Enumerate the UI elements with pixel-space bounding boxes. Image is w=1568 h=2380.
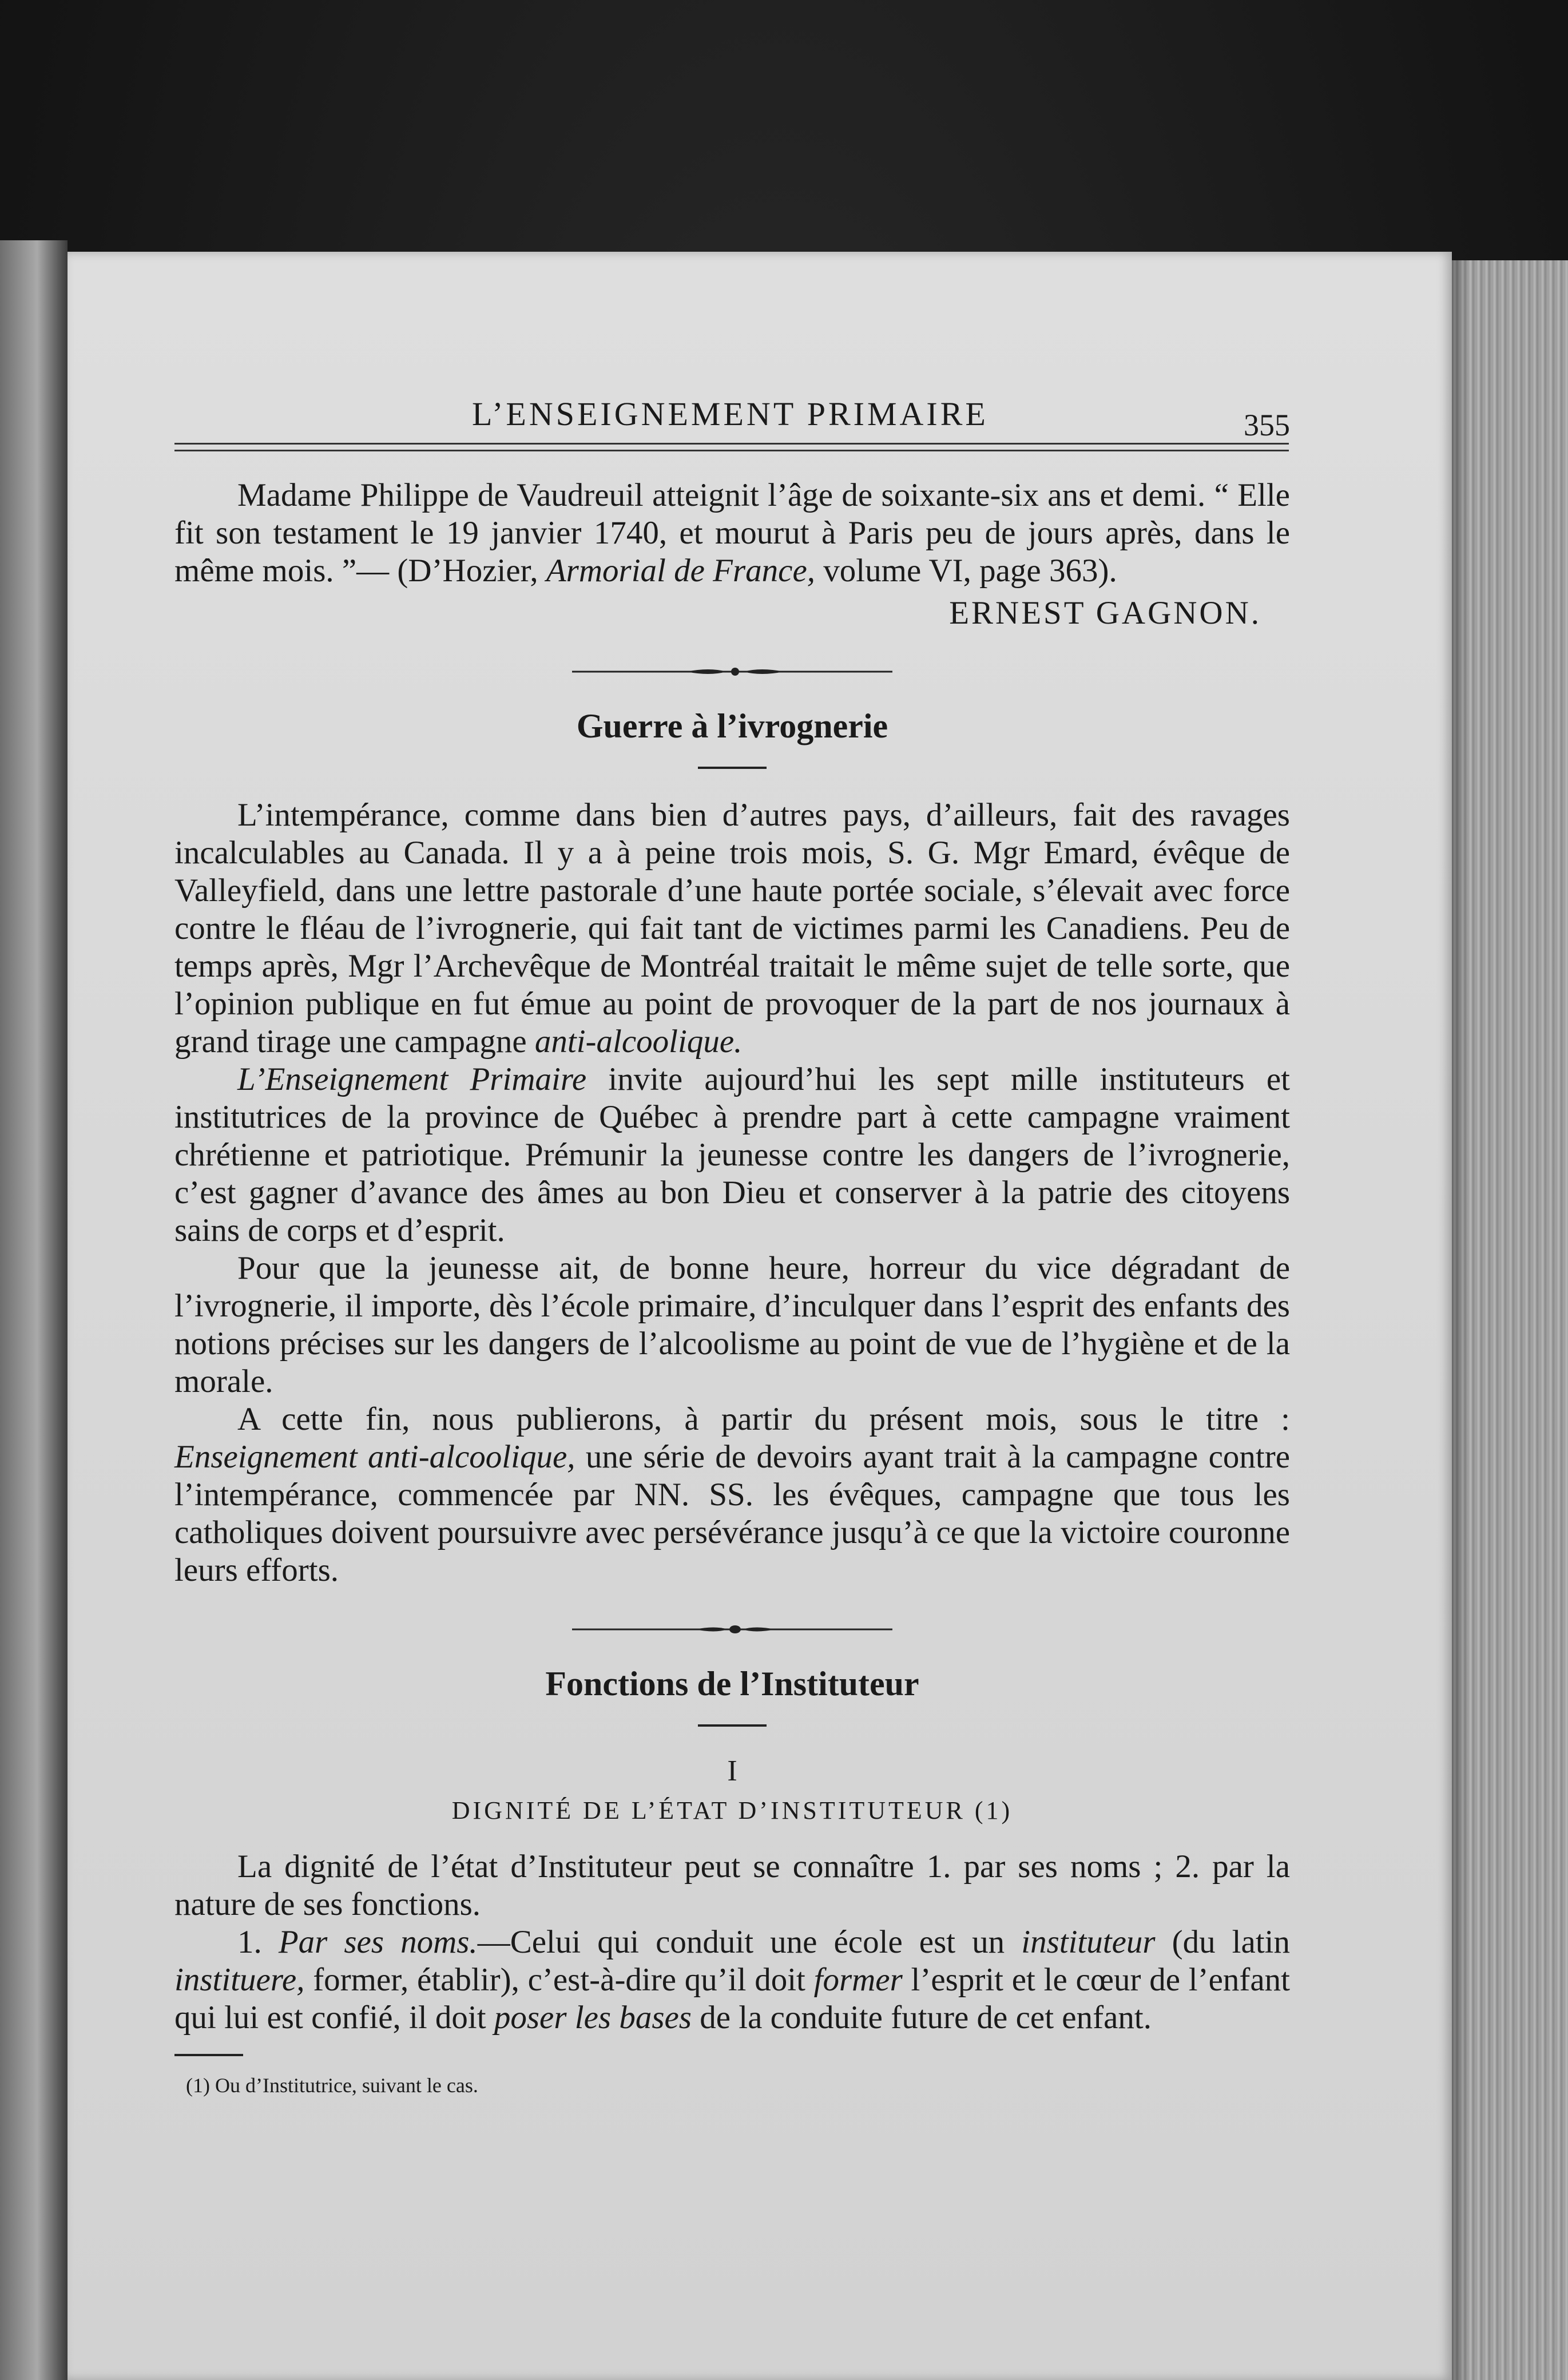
p2-text-3: former, établir), c’est-à-dire qu’il doit [304, 1962, 814, 1998]
p4-text-end: une série de devoirs ayant trait à la campagne contre l’intempérance, commencée par NN. SS. les évêques, campagne que tous les catholiques doivent poursuivre avec persévérance jusqu’à ce que la victoire couronne leurs efforts. [174, 1439, 1291, 1588]
title-rule-2 [698, 1724, 767, 1727]
intro-text: Madame Philippe de Vaudreuil atteignit l’âge de soixante-six ans et demi. “ Elle fit son testament le 19 janvier 1740, et mourut à Paris peu de jours après, dans le même mois. ”— (D’Hozier, [174, 477, 1290, 589]
p2-italic-2: instituteur [1021, 1924, 1156, 1960]
p2-text-4: l’esprit et le cœur de l’enfant qui lui est confié, il doit [174, 1962, 1290, 2036]
section-numeral: I [727, 1755, 737, 1787]
p2-text-5: de la conduite future de cet enfant. [692, 2000, 1152, 2036]
subheading: DIGNITÉ DE L’ÉTAT D’INSTITUTEUR (1) [451, 1796, 1013, 1824]
ivrognerie-paragraph-3: Pour que la jeunesse ait, de bonne heure, horreur du vice dégradant de l’ivrognerie, il importe, dès l’école primaire, d’inculquer dans l’esprit des enfants des notions précises sur les dangers de l’alcoolisme au point de vue de l’hygiène et de la morale. [174, 1250, 1290, 1399]
header-rule [174, 443, 1289, 451]
p1-text: L’intempérance, comme dans bien d’autres pays, d’ailleurs, fait des ravages incalculables au Canada. Il y a à peine trois mois, S. G. Mgr Emard, évêque de Valleyfield, dans une lettre pastorale d’une haute portée sociale, s’élevait avec force contre le fléau de l’ivrognerie, qui fait tant de victimes parmi les Canadiens. Peu de temps après, Mgr l’Archevêque de Montréal traitait le même sujet de telle sorte, que l’opinion publique en fut émue au point de provoquer de la part de nos journaux à grand tirage une campagne [174, 797, 1290, 1060]
p2-text-1: —Celui qui conduit une école est un [477, 1924, 1022, 1960]
page-number: 355 [1244, 408, 1290, 442]
title-rule [698, 767, 767, 769]
ivrognerie-paragraph-2 [174, 1061, 1290, 1250]
page-stack-shade [1452, 260, 1469, 2380]
p2-text-2: (du latin [1155, 1924, 1290, 1960]
fonctions-paragraph-1: La dignité de l’état d’Instituteur peut se connaître 1. par ses noms ; 2. par la nature de ses fonctions. [174, 1849, 1290, 1922]
page-stack-edge [1452, 260, 1568, 2380]
p2-italic-3: instituere, [174, 1962, 305, 1998]
page-content [174, 378, 1290, 2097]
p2-text: invite aujourd’hui les sept mille instituteurs et institutrices de la province de Québec à prendre part à cette campagne vraiment chrétienne et patriotique. Prémunir la jeunesse contre les dangers de l’ivrognerie, c’est gagner d’avance des âmes au bon Dieu et conserver à la patrie des citoyens sains de corps et d’esprit. [174, 1061, 1290, 1248]
ornament-divider-2 [572, 1624, 892, 1635]
running-title: L’ENSEIGNEMENT PRIMAIRE [472, 395, 989, 433]
left-page-edge [0, 240, 68, 2380]
section-title-ivrognerie: Guerre à l’ivrognerie [576, 707, 888, 745]
p2-italic-4: former [813, 1962, 903, 1998]
running-header [174, 378, 1290, 442]
ivrognerie-paragraph-1 [174, 796, 1290, 1061]
intro-italic: Armorial de France, [546, 553, 816, 589]
footnote: (1) Ou d’Institutrice, suivant le cas. [186, 2074, 478, 2097]
p1-italic: anti-alcoolique. [534, 1024, 743, 1060]
intro-paragraph [174, 477, 1290, 590]
p4-italic: Enseignement anti-alcoolique, [174, 1439, 575, 1475]
signature: ERNEST GAGNON. [949, 595, 1261, 631]
intro-text-end: volume VI, page 363). [815, 553, 1117, 589]
p2-italic-5: poser les bases [494, 2000, 692, 2036]
p2-italic: L’Enseignement Primaire [237, 1061, 587, 1097]
p2-italic-1: Par ses noms. [278, 1924, 478, 1960]
ornament-divider [572, 666, 892, 677]
section-title-fonctions: Fonctions de l’Instituteur [545, 1665, 919, 1703]
p2-num: 1. [237, 1924, 279, 1960]
fonctions-paragraph-2 [174, 1923, 1290, 2037]
footnote-rule [174, 2054, 243, 2056]
ivrognerie-paragraph-4 [174, 1401, 1290, 1589]
p4-text: A cette fin, nous publierons, à partir du présent mois, sous le titre : [237, 1401, 1290, 1437]
